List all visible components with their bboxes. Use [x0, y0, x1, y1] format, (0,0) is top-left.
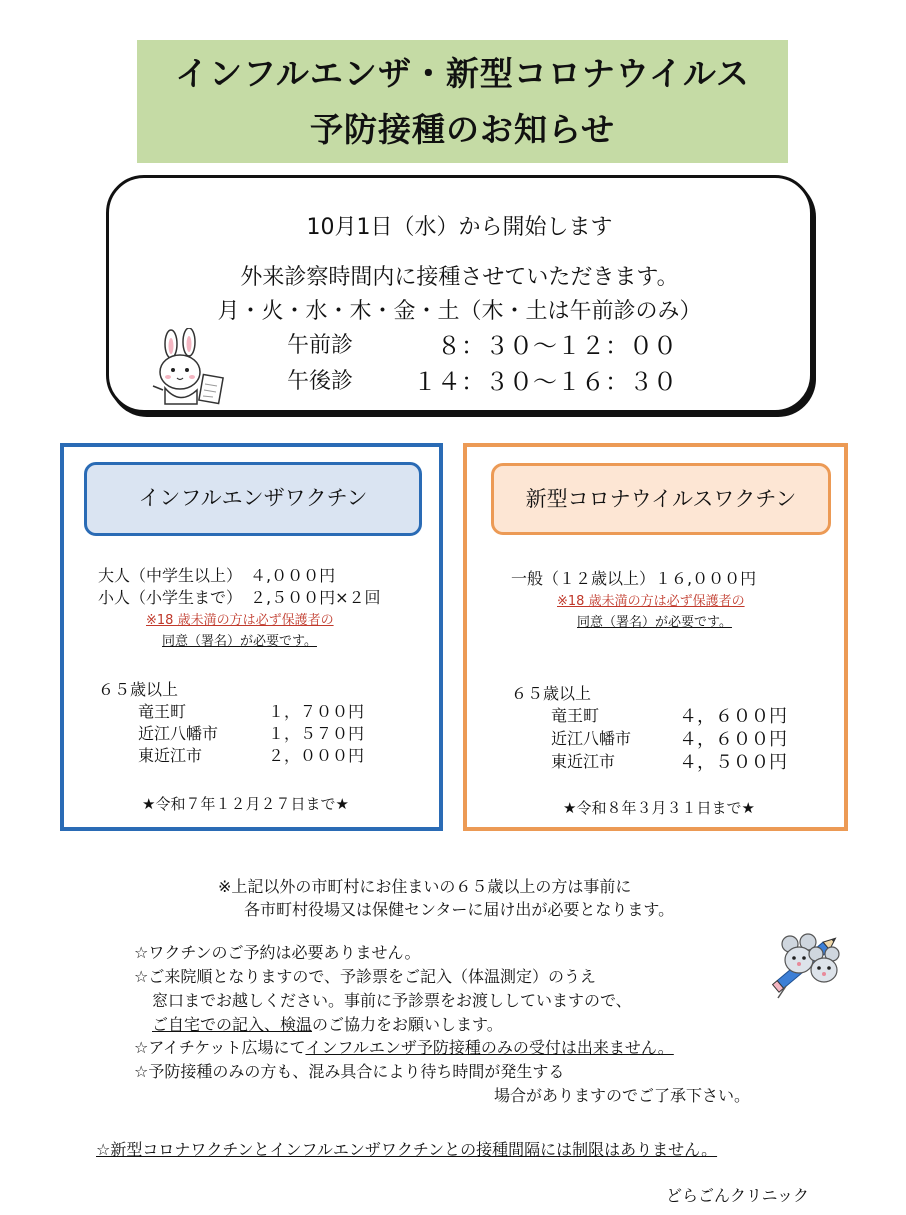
pm-label: 午後診: [287, 369, 354, 394]
other-municipality-note-2: 各市町村役場又は保健センターに届け出が必要となります。: [244, 900, 675, 919]
flu-child-price: 小人（小学生まで） ２,５００円×２回: [98, 588, 381, 607]
flu-senior-label: ６５歳以上: [98, 680, 179, 699]
flu-guardian-note-2: 同意（署名）が必要です。: [162, 634, 317, 649]
flu-adult-price: 大人（中学生以上） ４,０００円: [98, 566, 336, 585]
notice-order-3: [152, 1012, 503, 1035]
covid-price-2: ４，６００円: [679, 729, 787, 750]
flu-town-2: 近江八幡市: [138, 724, 219, 743]
am-label: 午前診: [287, 333, 354, 358]
title-line-1: インフルエンザ・新型コロナウイルス: [175, 54, 750, 93]
notice-order-1: ☆ご来院順となりますので、予診票をご記入（体温測定）のうえ: [134, 967, 597, 986]
rabbit-icon: [149, 328, 231, 408]
iticket-warning: インフルエンザ予防接種のみの受付は出来ません。: [305, 1038, 674, 1057]
home-fill-underlined: ご自宅での記入、検温: [152, 1015, 313, 1034]
notice-order-2: 窓口までお越しください。事前に予診票をお渡ししていますので、: [152, 991, 632, 1010]
covid-price-1: ４，６００円: [679, 706, 787, 727]
title-line-2: 予防接種のお知らせ: [309, 110, 615, 149]
page-title: [137, 40, 788, 163]
notice-wait-2: 場合がありますのでご了承下さい。: [494, 1086, 751, 1105]
covid-town-3: 東近江市: [551, 752, 616, 771]
flu-price-1: １，７００円: [268, 702, 365, 721]
am-time: ８：３０～１２：００: [437, 332, 677, 360]
flu-price-3: ２，０００円: [268, 746, 365, 765]
flu-town-1: 竜王町: [138, 702, 187, 721]
hours-box: [106, 175, 813, 413]
covid-general-price: 一般（１２歳以上）１６,０００円: [511, 569, 757, 588]
notice-no-reservation: ☆ワクチンのご予約は必要ありません。: [134, 943, 421, 962]
covid-price-3: ４，５００円: [679, 752, 787, 773]
other-municipality-note-1: ※上記以外の市町村にお住まいの６５歳以上の方は事前に: [218, 877, 632, 896]
mice-pencil-icon: [764, 926, 850, 1002]
flu-guardian-note-1: ※18 歳未満の方は必ず保護者の: [146, 613, 334, 628]
notice-wait-1: ☆予防接種のみの方も、混み具合により待ち時間が発生する: [134, 1062, 565, 1081]
notice-iticket: [134, 1035, 686, 1058]
start-date: 10月1日（水）から開始します: [306, 215, 613, 240]
covid-guardian-note-2: 同意（署名）が必要です。: [577, 615, 732, 630]
covid-deadline: ★令和８年３月３１日まで★: [563, 799, 755, 817]
flu-town-3: 東近江市: [138, 746, 203, 765]
flu-heading: インフルエンザワクチン: [84, 462, 422, 536]
pm-time: １４：３０～１６：３０: [413, 368, 677, 396]
flu-vaccine-panel: [60, 443, 443, 831]
covid-senior-label: ６５歳以上: [511, 684, 592, 703]
clinic-name: どらごんクリニック: [666, 1186, 810, 1205]
covid-town-2: 近江八幡市: [551, 729, 632, 748]
home-fill-rest: のご協力をお願いします。: [312, 1015, 503, 1034]
open-days: 月・火・水・木・金・土（木・土は午前診のみ）: [217, 299, 702, 324]
covid-vaccine-panel: [463, 443, 848, 831]
flu-deadline: ★令和７年１２月２７日まで★: [142, 795, 349, 813]
vaccine-interval-note: ☆新型コロナワクチンとインフルエンザワクチンとの接種間隔には制限はありません。: [96, 1140, 718, 1159]
covid-town-1: 竜王町: [551, 706, 600, 725]
flu-price-2: １，５７０円: [268, 724, 365, 743]
covid-guardian-note-1: ※18 歳未満の方は必ず保護者の: [557, 594, 745, 609]
covid-heading: 新型コロナウイルスワクチン: [491, 463, 831, 535]
iticket-prefix: ☆アイチケット広場にて: [134, 1038, 306, 1057]
hours-note: 外来診察時間内に接種させていただきます。: [240, 265, 679, 290]
